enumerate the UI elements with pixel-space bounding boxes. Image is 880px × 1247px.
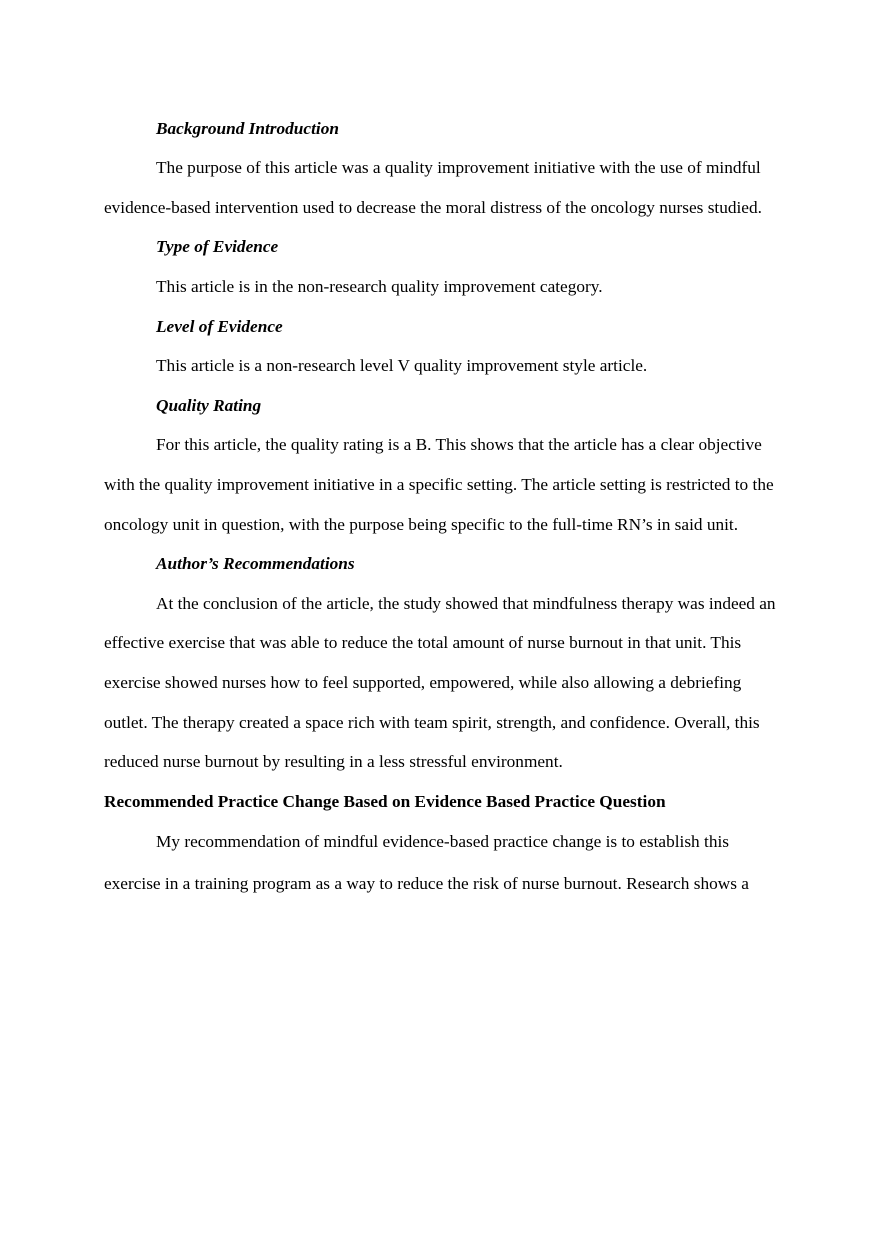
paragraph-line: For this article, the quality rating is a B. This shows that the article has a clear objective — [156, 435, 762, 454]
paragraph-line: reduced nurse burnout by resulting in a less stressful environment. — [104, 752, 563, 771]
section-heading-authors-recommendations: Author’s Recommendations — [156, 554, 355, 573]
section-heading-background: Background Introduction — [156, 119, 339, 138]
paragraph-line: oncology unit in question, with the purpose being specific to the full-time RN’s in said unit. — [104, 515, 739, 534]
paragraph-line: exercise showed nurses how to feel supported, empowered, while also allowing a debriefing — [104, 673, 742, 692]
section-heading-quality-rating: Quality Rating — [156, 396, 262, 415]
paragraph-line: At the conclusion of the article, the study showed that mindfulness therapy was indeed an — [156, 594, 776, 613]
paragraph-line: This article is in the non-research quality improvement category. — [156, 277, 603, 296]
section-heading-level-of-evidence: Level of Evidence — [156, 317, 283, 336]
paragraph-line: exercise in a training program as a way to reduce the risk of nurse burnout. Research shows a — [104, 874, 749, 893]
paragraph-line: The purpose of this article was a quality improvement initiative with the use of mindful — [156, 158, 761, 177]
paragraph-line: effective exercise that was able to reduce the total amount of nurse burnout in that unit. This — [104, 633, 742, 652]
main-heading-recommended-practice-change: Recommended Practice Change Based on Evidence Based Practice Question — [104, 792, 666, 811]
section-heading-type-of-evidence: Type of Evidence — [156, 237, 279, 256]
paragraph-line: This article is a non-research level V quality improvement style article. — [156, 356, 648, 375]
paragraph-line: evidence-based intervention used to decrease the moral distress of the oncology nurses studied. — [104, 198, 762, 217]
paragraph-line: My recommendation of mindful evidence-based practice change is to establish this — [156, 832, 729, 851]
paragraph-line: outlet. The therapy created a space rich with team spirit, strength, and confidence. Overall, this — [104, 713, 760, 732]
paragraph-line: with the quality improvement initiative in a specific setting. The article setting is restricted to the — [104, 475, 774, 494]
